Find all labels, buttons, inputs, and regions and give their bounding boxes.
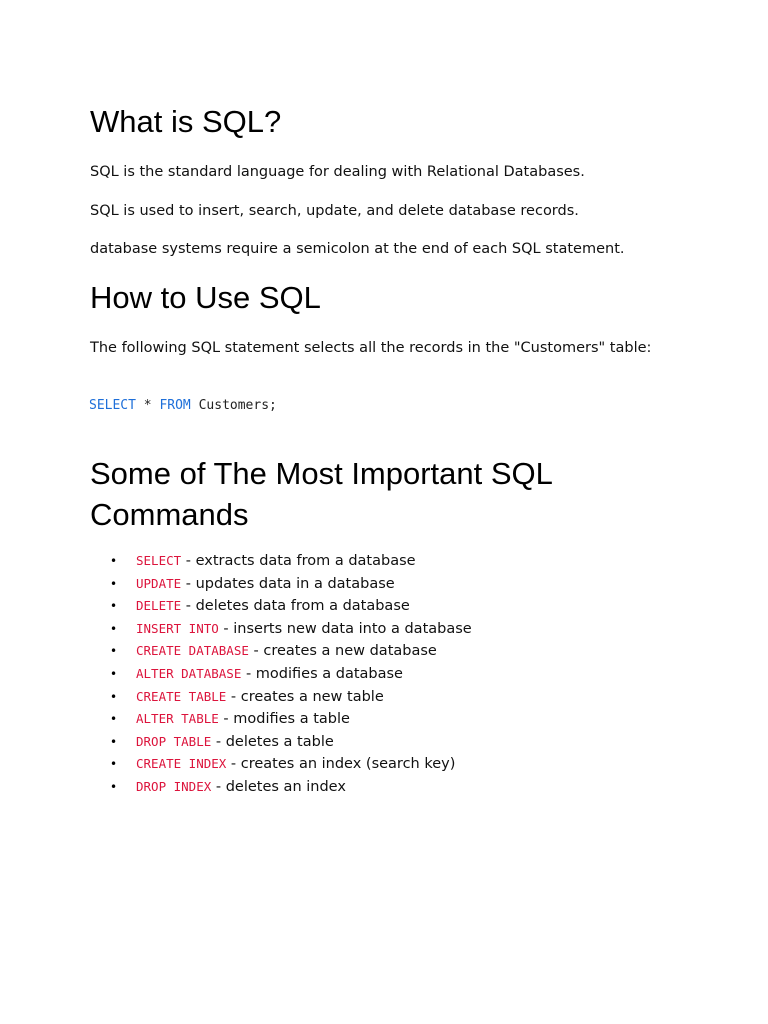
- code-text-table: Customers;: [190, 398, 277, 413]
- command-description: - inserts new data into a database: [218, 620, 472, 637]
- command-description: - creates a new database: [248, 643, 437, 660]
- code-text-star: *: [135, 398, 160, 413]
- command-code: INSERT INTO: [136, 620, 219, 636]
- bullet-icon: •: [110, 644, 118, 659]
- command-description: - modifies a table: [218, 711, 350, 728]
- heading-important-commands-line2: Commands: [90, 497, 249, 532]
- paragraph-sql-standard: SQL is the standard language for dealing with Relational Databases.: [90, 164, 585, 180]
- command-code: DELETE: [136, 598, 182, 614]
- command-description: - updates data in a database: [181, 575, 395, 592]
- command-description: - creates a new table: [226, 688, 384, 705]
- command-code: ALTER DATABASE: [136, 665, 242, 681]
- bullet-icon: •: [110, 734, 118, 749]
- command-description: - deletes a table: [211, 733, 334, 750]
- list-item: [110, 618, 472, 641]
- command-description: - deletes data from a database: [181, 598, 410, 615]
- list-item: [110, 708, 472, 731]
- command-code: DROP TABLE: [136, 733, 212, 749]
- list-item: [110, 753, 472, 776]
- command-description: - extracts data from a database: [181, 553, 416, 569]
- command-code: ALTER TABLE: [136, 711, 219, 727]
- list-item: [110, 686, 472, 709]
- paragraph-semicolon: database systems require a semicolon at the end of each SQL statement.: [90, 241, 625, 257]
- bullet-icon: •: [110, 599, 118, 614]
- paragraph-sql-used-for: SQL is used to insert, search, update, and delete database records.: [90, 203, 579, 219]
- heading-how-to-use-sql: How to Use SQL: [90, 280, 321, 315]
- code-keyword-select: SELECT: [89, 398, 136, 413]
- command-code: CREATE DATABASE: [136, 643, 249, 659]
- command-description: - creates an index (search key): [226, 756, 456, 773]
- list-item: [110, 640, 472, 663]
- paragraph-select-intro: The following SQL statement selects all the records in the "Customers" table:: [90, 340, 652, 356]
- command-code: CREATE INDEX: [136, 756, 227, 772]
- command-code: CREATE TABLE: [136, 688, 227, 704]
- command-code: UPDATE: [136, 575, 182, 591]
- command-description: - deletes an index: [211, 778, 346, 795]
- command-code: SELECT: [136, 553, 182, 568]
- bullet-icon: •: [110, 689, 118, 704]
- bullet-icon: •: [110, 621, 118, 636]
- command-description: - modifies a database: [241, 665, 403, 682]
- bullet-icon: •: [110, 554, 118, 568]
- bullet-icon: •: [110, 666, 118, 681]
- list-item: [110, 776, 472, 799]
- list-item: [110, 550, 472, 573]
- list-item: [110, 663, 472, 686]
- command-code: DROP INDEX: [136, 778, 212, 794]
- sql-commands-list: [110, 550, 472, 799]
- bullet-icon: •: [110, 576, 118, 591]
- heading-what-is-sql: What is SQL?: [90, 104, 282, 139]
- code-keyword-from: FROM: [159, 398, 191, 413]
- bullet-icon: •: [110, 757, 118, 772]
- list-item: [110, 573, 472, 596]
- list-item: [110, 595, 472, 618]
- bullet-icon: •: [110, 712, 118, 727]
- heading-important-commands-line1: Some of The Most Important SQL: [90, 456, 553, 491]
- bullet-icon: •: [110, 779, 118, 794]
- code-example: [89, 396, 277, 416]
- list-item: [110, 731, 472, 754]
